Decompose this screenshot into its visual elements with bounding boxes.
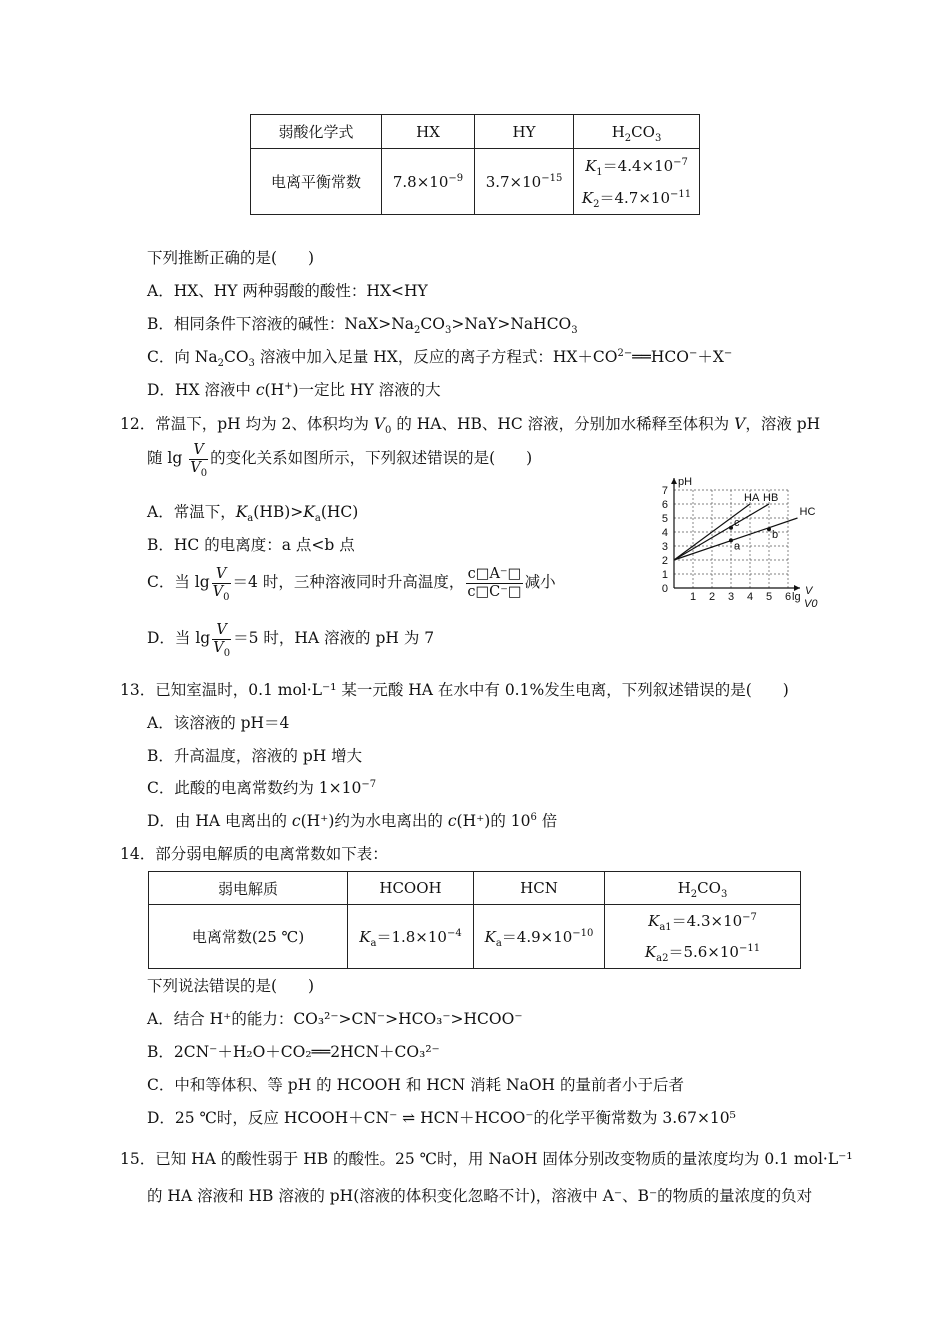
point-label-b: b <box>772 529 779 542</box>
table1-header-formula: 弱酸化学式 <box>251 115 382 149</box>
y-tick-label: 4 <box>661 527 668 539</box>
q13-option-c: C．此酸的电离常数约为 $1\times 10^{-7}$ <box>147 778 377 797</box>
q12-stem-line2: 随 lg $\frac{V}{V_0}$ 的变化关系如图所示，下列叙述错误的是( ) <box>147 442 533 479</box>
table2-header-electrolyte: 弱电解质 <box>149 872 348 905</box>
table1-header-h2co3: $H_2CO_3$ <box>574 115 700 149</box>
q14-after: 下列说法错误的是( ) <box>147 977 315 995</box>
y-tick-label: 1 <box>661 569 668 581</box>
dissociation-table-2 <box>148 871 801 969</box>
table2-header-h2co3: $H_2CO_3$ <box>605 872 801 905</box>
y-tick-label: 6 <box>661 499 668 511</box>
table2-row-label: 电离常数(25 ℃) <box>149 905 348 969</box>
q14-option-a: A．结合 H⁺的能力：CO₃²⁻>CN⁻>HCO₃⁻>HCOO⁻ <box>147 1010 523 1028</box>
x-tick-label: 4 <box>746 591 754 603</box>
table1-hx-value: $7.8\times 10^{-9}$ <box>382 149 475 215</box>
y-tick-label: 0 <box>661 583 668 595</box>
y-tick-label: 7 <box>661 485 668 497</box>
q11-stem: 下列推断正确的是( ) <box>147 249 315 267</box>
x-axis-label: lg <box>792 591 801 603</box>
y-axis-arrow <box>671 478 677 484</box>
q14-stem: 14．部分弱电解质的电离常数如下表： <box>120 845 388 863</box>
ph-dilution-chart <box>650 466 830 616</box>
chart-lines <box>674 492 815 560</box>
q12-option-b: B．HC 的电离度：a 点<b 点 <box>147 536 355 554</box>
table1-header-hy: HY <box>475 115 574 149</box>
table2-h2co3-values: $K_{a1}=4.3\times 10^{-7}$ $K_{a2}=5.6\times 10^{-11}$ <box>605 905 801 969</box>
q11-option-c: C．向 $Na_2CO_3$ 溶液中加入足量 HX，反应的离子方程式：$HX+CO^{2-}══HCO^-+X^-$ <box>147 347 733 370</box>
series-label-hc: HC <box>799 506 816 518</box>
point-a <box>729 538 733 542</box>
table1-header-hx: HX <box>382 115 475 149</box>
q13-option-b: B．升高温度，溶液的 pH 增大 <box>147 747 363 765</box>
x-tick-label: 1 <box>689 591 697 603</box>
chart-points <box>729 517 778 553</box>
x-tick-label: 3 <box>727 591 735 603</box>
y-tick-label: 3 <box>661 541 668 553</box>
table2-header-hcn: HCN <box>474 872 605 905</box>
q13-option-d: D．由 HA 电离出的 c(H⁺)约为水电离出的 c(H⁺)的 $10^6$ 倍 <box>147 811 558 830</box>
q12-option-c: C．当 lg $\frac{V}{V_0}$ ＝4 时，三种溶液同时升高温度， $\frac{c□A^-□}{c□C^-□}$ 减小 <box>147 566 556 603</box>
q11-option-d: D．HX 溶液中 c(H+)一定比 HY 溶液的大 <box>147 380 441 399</box>
point-c <box>729 526 733 530</box>
x-axis-label-den: V0 <box>804 598 818 610</box>
x-axis-label-num: V <box>805 585 813 597</box>
series-label-hb: HB <box>763 492 779 504</box>
q11-option-b: B．相同条件下溶液的碱性：$NaX>Na_2CO_3>NaY>NaHCO_3$ <box>147 315 578 337</box>
y-tick-label: 5 <box>661 513 668 525</box>
point-b <box>767 527 771 531</box>
x-tick-label: 2 <box>708 591 716 603</box>
dissociation-table-1 <box>250 114 700 215</box>
q12-option-d: D．当 lg $\frac{V}{V_0}$ ＝5 时，HA 溶液的 pH 为 7 <box>147 622 435 659</box>
q15-line2: 的 HA 溶液和 HB 溶液的 pH(溶液的体积变化忽略不计)，溶液中 A⁻、B⁻的物质的量浓度的负对 <box>147 1187 813 1205</box>
y-tick-label: 2 <box>661 555 668 567</box>
y-axis-label: pH <box>678 476 693 488</box>
table1-h2co3-values: $K_1=4.4\times 10^{-7}$ $K_2=4.7\times 10^{-11}$ <box>574 149 700 215</box>
q13-option-a: A．该溶液的 pH＝4 <box>147 714 290 732</box>
q14-option-c: C．中和等体积、等 pH 的 HCOOH 和 HCN 消耗 NaOH 的量前者小于后者 <box>147 1076 684 1094</box>
q13-stem: 13．已知室温时，0.1 mol·L⁻¹ 某一元酸 HA 在水中有 0.1%发生电离，下列叙述错误的是( ) <box>120 681 789 699</box>
x-tick-label: 5 <box>765 591 773 603</box>
point-label-a: a <box>734 540 741 553</box>
table1-row-label: 电离平衡常数 <box>251 149 382 215</box>
q15-line1: 15．已知 HA 的酸性弱于 HB 的酸性。25 ℃时，用 NaOH 固体分别改变物质的量浓度均为 0.1 mol·L⁻¹ <box>120 1150 853 1168</box>
q12-option-a: A．常温下，$K_a(HB)>K_a(HC)$ <box>147 503 359 525</box>
point-label-c: c <box>734 516 740 529</box>
x-tick-label: 6 <box>784 591 792 603</box>
table2-hcn-value: $K_a=4.9\times 10^{-10}$ <box>474 905 605 969</box>
q12-stem-line1: 12．常温下，pH 均为 2、体积均为 $V_0$ 的 HA、HB、HC 溶液，分别加水稀释至体积为 V，溶液 pH <box>120 415 821 437</box>
q11-option-a: A．HX、HY 两种弱酸的酸性：HX<HY <box>147 282 428 300</box>
q14-option-d: D．25 ℃时，反应 HCOOH＋CN⁻ ⇌ HCN＋HCOO⁻的化学平衡常数为 3.67×10⁵ <box>147 1109 736 1127</box>
q14-option-b: B．2CN⁻＋H₂O＋CO₂══2HCN＋CO₃²⁻ <box>147 1043 440 1061</box>
table1-hy-value: $3.7\times 10^{-15}$ <box>475 149 574 215</box>
table2-hcooh-value: $K_a=1.8\times 10^{-4}$ <box>348 905 474 969</box>
fraction-v-v0: $\frac{V}{V_0}$ <box>190 442 208 479</box>
table2-header-hcooh: HCOOH <box>348 872 474 905</box>
series-label-ha: HA <box>744 492 760 504</box>
